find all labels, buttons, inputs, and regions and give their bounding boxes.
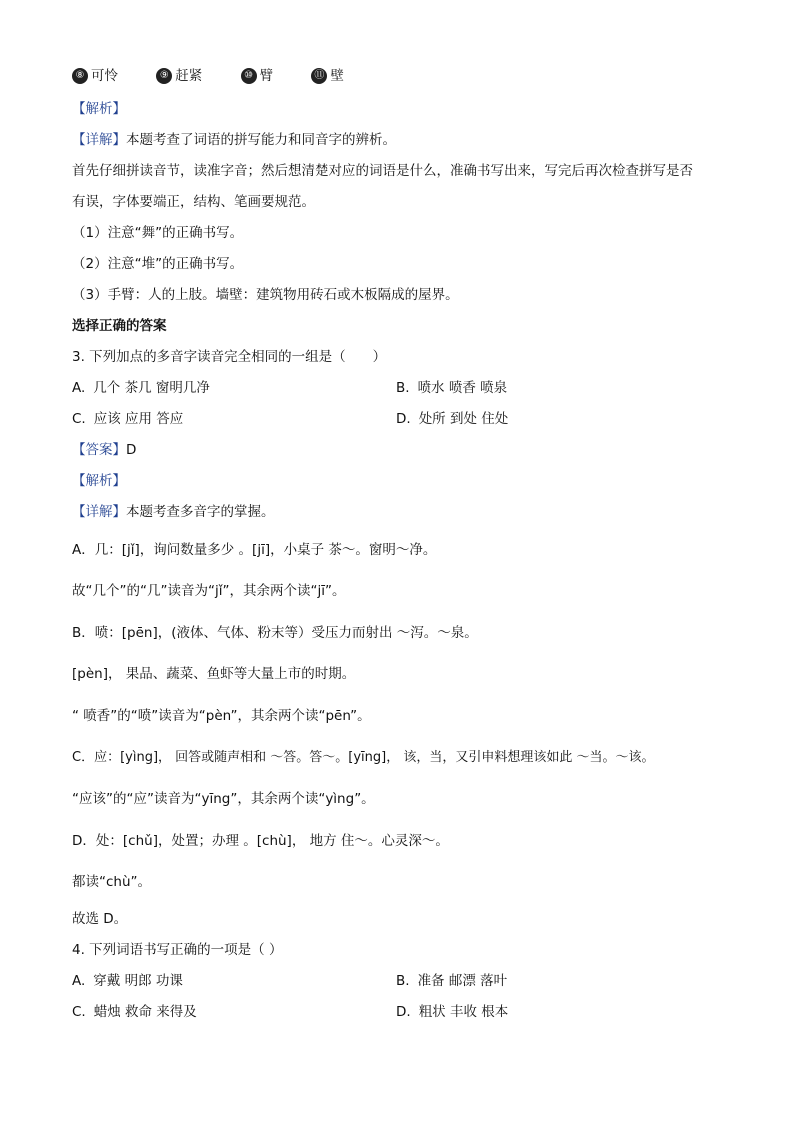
final-choice: 故选 D。 xyxy=(72,911,128,927)
answer-item-11 xyxy=(311,68,344,84)
option-text: 粗状 丰收 根本 xyxy=(418,1004,509,1020)
q4-option-d xyxy=(396,1002,508,1022)
explain-a-conclusion: 故“几个”的“几”读音为“jǐ”，其余两个读“jī”。 xyxy=(72,583,346,599)
circled-number: ⑨ xyxy=(156,68,172,84)
option-label: D. xyxy=(396,411,411,427)
explain-d: D．处：[chǔ]，处置；办理 。[chù]， 地方 住～。心灵深～。 xyxy=(72,833,449,849)
answer-text: 可怜 xyxy=(91,68,118,84)
answer-value: D xyxy=(126,442,137,458)
explain-c-conclusion: “应该”的“应”读音为“yīng”，其余两个读“yìng”。 xyxy=(72,791,375,807)
explain-b-2: [pèn]， 果品、蔬菜、鱼虾等大量上市的时期。 xyxy=(72,666,356,682)
analysis-tag: 【解析】 xyxy=(72,473,126,489)
option-label: C. xyxy=(72,1004,86,1020)
option-label: A. xyxy=(72,973,86,989)
section-title: 选择正确的答案 xyxy=(72,318,167,334)
detail-text: 本题考查多音字的掌握。 xyxy=(126,504,275,520)
q3-option-a xyxy=(72,378,210,398)
answer-row xyxy=(72,66,378,86)
answer-text: 臂 xyxy=(259,68,274,84)
option-text: 准备 邮漂 落叶 xyxy=(417,973,508,989)
answer-text: 赶紧 xyxy=(175,68,203,84)
answer-item-9 xyxy=(156,68,202,84)
option-label: B. xyxy=(396,380,410,396)
detail-tag: 【详解】 xyxy=(72,504,126,520)
explanation-para-2: 有误，字体要端正，结构、笔画要规范。 xyxy=(72,194,315,210)
option-text: 穿戴 明郎 功课 xyxy=(93,973,183,989)
question-4-stem: 4. 下列词语书写正确的一项是（ ） xyxy=(72,942,283,958)
option-label: A. xyxy=(72,380,86,396)
option-text: 应该 应用 答应 xyxy=(93,411,184,427)
option-text: 喷水 喷香 喷泉 xyxy=(417,380,508,396)
detail-line xyxy=(72,502,275,522)
option-text: 蜡烛 救命 来得及 xyxy=(93,1004,197,1020)
explain-d-conclusion: 都读“chù”。 xyxy=(72,874,152,890)
answer-tag: 【答案】 xyxy=(72,442,126,458)
option-label: C. xyxy=(72,411,86,427)
analysis-tag: 【解析】 xyxy=(72,101,126,117)
answer-item-10 xyxy=(241,68,274,84)
option-label: D. xyxy=(396,1004,411,1020)
q4-option-b xyxy=(396,971,507,991)
q3-option-c xyxy=(72,409,183,429)
explanation-para-1: 首先仔细拼读音节，读准字音；然后想清楚对应的词语是什么，准确书写出来，写完后再次检查拼写是否 xyxy=(72,163,693,179)
detail-tag: 【详解】 xyxy=(72,132,126,148)
explain-b-conclusion: “ 喷香”的“喷”读音为“pèn”，其余两个读“pēn”。 xyxy=(72,708,371,724)
q3-option-d xyxy=(396,409,508,429)
explain-c: C．应：[yìng]， 回答或随声相和 ～答。答～。[yīng]， 该，当，又引申料想理该如此 ～当。～该。 xyxy=(72,750,655,765)
detail-text: 本题考查了词语的拼写能力和同音字的辨析。 xyxy=(126,132,396,148)
option-label: B. xyxy=(396,973,410,989)
answer-item-8 xyxy=(72,68,118,84)
explain-a: A．几：[jǐ]，询问数量多少 。[jī]，小桌子 茶～。窗明～净。 xyxy=(72,542,437,558)
note-2: （2）注意“堆”的正确书写。 xyxy=(72,256,244,272)
circled-number: ⑩ xyxy=(241,68,257,84)
question-3-stem: 3. 下列加点的多音字读音完全相同的一组是（ ） xyxy=(72,349,387,365)
note-3: （3）手臂：人的上肢。墙壁：建筑物用砖石或木板隔成的屋界。 xyxy=(72,287,459,303)
option-text: 几个 茶几 窗明几净 xyxy=(93,380,210,396)
note-1: （1）注意“舞”的正确书写。 xyxy=(72,225,244,241)
q4-option-a xyxy=(72,971,183,991)
circled-number: ⑪ xyxy=(311,68,327,84)
option-text: 处所 到处 住处 xyxy=(418,411,509,427)
detail-line xyxy=(72,130,396,150)
answer-line xyxy=(72,440,136,460)
circled-number: ⑧ xyxy=(72,68,88,84)
answer-text: 壁 xyxy=(330,68,344,84)
q3-option-b xyxy=(396,378,507,398)
explain-b: B．喷：[pēn]，(液体、气体、粉末等）受压力而射出 ～泻。～泉。 xyxy=(72,625,478,641)
q4-option-c xyxy=(72,1002,197,1022)
